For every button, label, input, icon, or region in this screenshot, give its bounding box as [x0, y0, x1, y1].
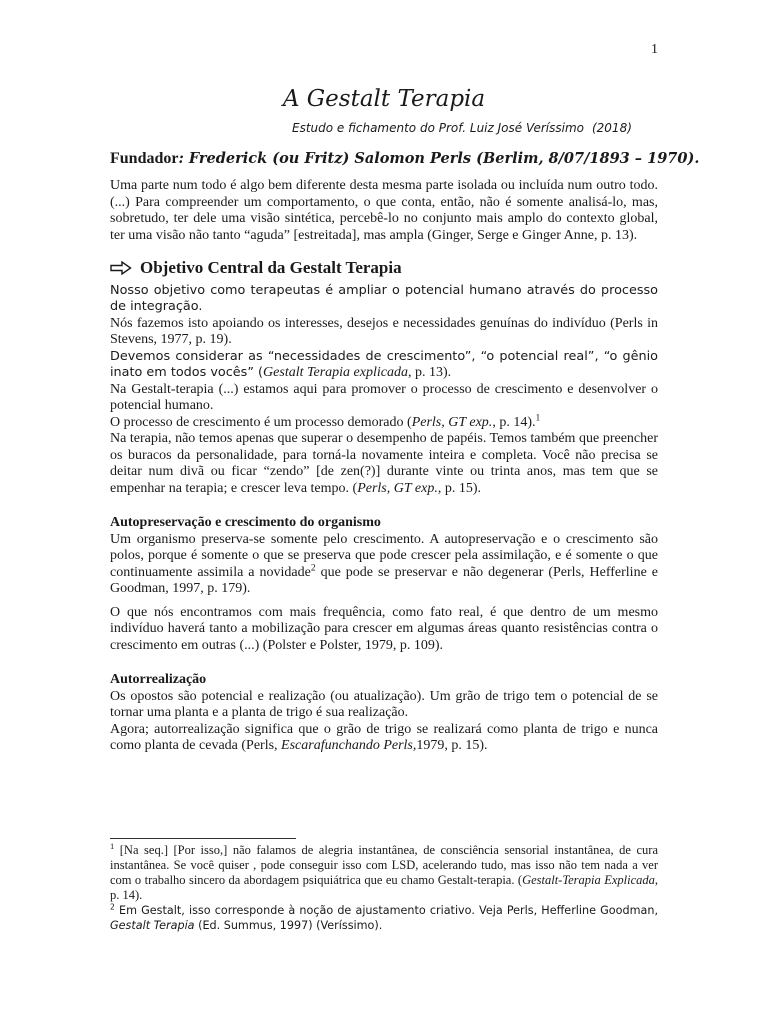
- paragraph: Devemos considerar as “necessidades de crescimento”, “o potencial real”, “o gênio inato em todos vocês” (Gestalt Terapia explicada, p. 13).: [110, 348, 658, 380]
- citation: Gestalt Terapia explicada: [263, 365, 408, 380]
- subtitle-year: (2018): [591, 121, 632, 135]
- footnote-number: 1: [110, 840, 115, 851]
- citation: Perls, GT exp.: [411, 414, 493, 430]
- section-heading-objetivo: [110, 260, 658, 277]
- footnote-number: 2: [110, 902, 115, 912]
- page-number: 1: [651, 42, 658, 57]
- citation: Perls, GT exp.: [357, 480, 438, 496]
- section-heading-text: Objetivo Central da Gestalt Terapia: [140, 258, 402, 277]
- founder-line: [110, 150, 700, 168]
- paragraph: Na Gestalt-terapia (...) estamos aqui para promover o processo de crescimento e desenvolver o potencial humano.: [110, 381, 658, 413]
- paragraph: Na terapia, não temos apenas que superar o desempenho de papéis. Temos também que preencher os buracos da personalidade, para torná-la novamente inteira e completa. Você não precisa se deitar num divã ou ficar “zendo” [de zen(?)] durante vinte ou trinta anos, mas tem que se empenhar na terapia; e crescer leva tempo. (Perls, GT exp., p. 15).: [110, 431, 658, 496]
- paragraph: Um organismo preserva-se somente pelo crescimento. A autopreservação e o crescimento são polos, porque é somente o que se preserva que pode crescer pela assimilação, e é somente o que continuamente assimila a novidade$^2$ que pode se preservar e não degenerar (Perls, Hefferline e Goodman, 1997, p. 179).: [110, 531, 658, 596]
- footnote-1: $^1$ [Na seq.] [Por isso,] não falamos de alegria instantânea, de consciência sensorial instantânea, de cura instantânea. Se você quiser , pode conseguir isso com LSD, acelerando tudo, mas isso não tem nada a ver com o trabalho sincero da abordagem psiquiátrica que eu chamo Gestalt-terapia. (Gestalt-Terapia Explicada, p. 14).: [110, 840, 658, 902]
- document-subtitle: [292, 121, 632, 135]
- footnote-divider: [110, 838, 296, 839]
- citation: Gestalt-Terapia Explicada: [522, 873, 655, 887]
- paragraph: Nós fazemos isto apoiando os interesses, desejos e necessidades genuínas do indivíduo (Perls in Stevens, 1977, p. 19).: [110, 315, 658, 347]
- footnote-ref[interactable]: 2: [310, 562, 316, 573]
- founder-label: Fundador: [110, 150, 179, 167]
- founder-name: : Frederick (ou Fritz) Salomon Perls (Berlim, 8/07/1893 – 1970).: [178, 150, 700, 167]
- intro-paragraph: Uma parte num todo é algo bem diferente desta mesma parte isolada ou incluída num outro todo. (...) Para compreender um comportamento, o que conta, então, não é somente analisá-lo, mas, sobretudo, ter dele uma visão sintética, percebê-lo no conjunto mais amplo do contexto global, ter uma visão não tanto “aguda” [estreitada], mas ampla (Ginger, Serge e Ginger Anne, p. 13).: [110, 178, 658, 243]
- paragraph: Agora; autorrealização significa que o grão de trigo se realizará como planta de trigo e nunca como planta de cevada (Perls, Escarafunchando Perls,1979, p. 15).: [110, 721, 658, 753]
- paragraph: O que nós encontramos com mais frequência, como fato real, é que dentro de um mesmo indivíduo haverá tanto a mobilização para crescer em algumas áreas quanto resistências contra o crescimento em outras (...) (Polster e Polster, 1979, p. 109).: [110, 604, 658, 653]
- citation: Gestalt Terapia: [110, 919, 195, 932]
- arrow-right-icon: [110, 261, 132, 275]
- section-heading-autopreservacao: Autopreservação e crescimento do organismo: [110, 515, 381, 530]
- footnote-ref[interactable]: 1: [535, 412, 541, 423]
- paragraph: Os opostos são potencial e realização (ou atualização). Um grão de trigo tem o potencial de se tornar uma planta e a planta de trigo é sua realização.: [110, 688, 658, 720]
- citation: Escarafunchando Perls: [281, 738, 413, 753]
- main-content: [110, 178, 658, 755]
- paragraph: O processo de crescimento é um processo demorado (Perls, GT exp., p. 14).$^1$: [110, 412, 541, 430]
- footnotes: [110, 840, 658, 933]
- paragraph: Nosso objetivo como terapeutas é ampliar o potencial humano através do processo de integração.: [110, 282, 658, 314]
- subtitle-text: Estudo e fichamento do Prof. Luiz José Veríssimo: [292, 121, 584, 135]
- footnote-2: $^2$ Em Gestalt, isso corresponde à noção de ajustamento criativo. Veja Perls, Hefferline Goodman, Gestalt Terapia (Ed. Summus, 1997) (Veríssimo).: [110, 902, 658, 932]
- document-title: A Gestalt Terapia: [282, 86, 486, 112]
- section-heading-autorrealizacao: Autorrealização: [110, 672, 207, 687]
